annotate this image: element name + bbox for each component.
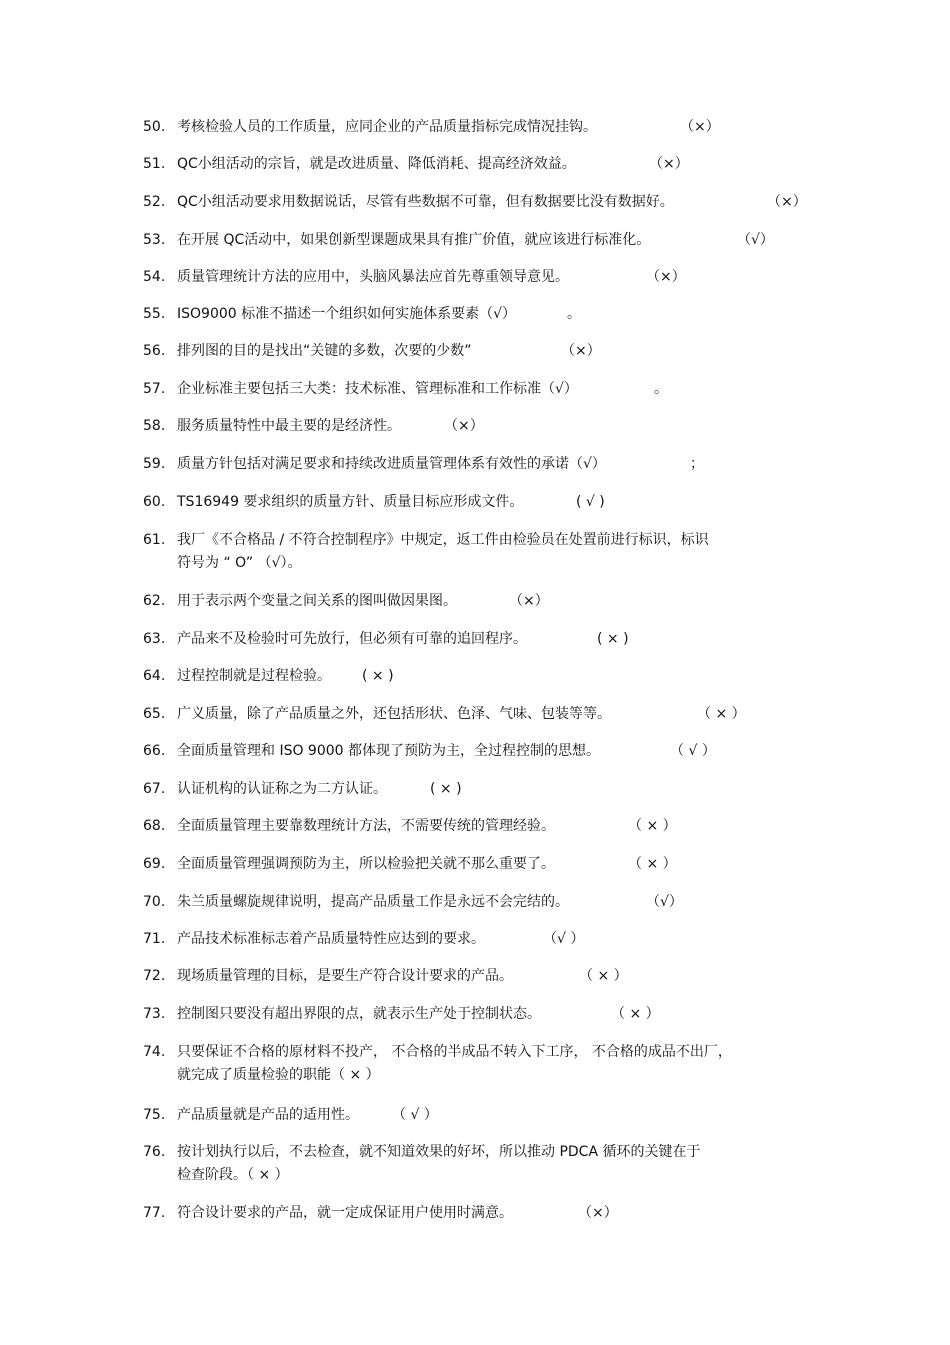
item-number: 64. [143, 668, 166, 684]
list-item [143, 491, 523, 514]
list-item [143, 116, 597, 139]
item-text: 符合设计要求的产品，就一定成保证用户使用时满意。 [177, 1205, 513, 1221]
item-number: 50. [143, 119, 166, 135]
list-item [143, 853, 555, 876]
answer-mark: （×） [680, 119, 720, 135]
item-text: 过程控制就是过程检验。 [177, 668, 331, 684]
item-number: 73. [143, 1006, 166, 1022]
item-number: 51. [143, 156, 166, 172]
answer-mark: （ × ） [579, 968, 628, 984]
item-number: 65. [143, 706, 166, 722]
answer-mark: （ × ） [628, 856, 677, 872]
item-number: 69. [143, 856, 166, 872]
item-number: 75. [143, 1107, 166, 1123]
item-text: 在开展 QC活动中，如果创新型课题成果具有推广价值，就应该进行标准化。 [177, 232, 651, 248]
item-text: 全面质量管理主要靠数理统计方法，不需要传统的管理经验。 [177, 818, 555, 834]
item-text: 产品技术标准标志着产品质量特性应达到的要求。 [177, 931, 485, 947]
item-text: 我厂《不合格品 / 不符合控制程序》中规定，返工件由检验员在处置前进行标识，标识 [177, 532, 709, 548]
item-number: 56. [143, 343, 166, 359]
item-text: 产品质量就是产品的适用性。 [177, 1107, 359, 1123]
answer-mark: ( × ) [362, 668, 394, 684]
item-text: 质量管理统计方法的应用中，头脑风暴法应首先尊重领导意见。 [177, 269, 569, 285]
item-text: 考核检验人员的工作质量，应同企业的产品质量指标完成情况挂钩。 [177, 119, 597, 135]
list-item [143, 266, 569, 289]
list-item [143, 928, 485, 951]
item-text: 质量方针包括对满足要求和持续改进质量管理体系有效性的承诺（√） [177, 456, 606, 472]
list-item [143, 703, 611, 726]
answer-mark: （×） [561, 343, 601, 359]
list-item [143, 965, 513, 988]
item-text: 只要保证不合格的原材料不投产， 不合格的半成品不转入下工序， 不合格的成品不出厂， [177, 1044, 732, 1060]
list-item [143, 229, 650, 252]
answer-mark: （×） [444, 418, 484, 434]
item-number: 70. [143, 894, 166, 910]
item-text: 用于表示两个变量之间关系的图叫做因果图。 [177, 593, 457, 609]
item-text: 现场质量管理的目标，是要生产符合设计要求的产品。 [177, 968, 513, 984]
list-item [143, 340, 472, 363]
item-number: 60. [143, 494, 166, 510]
list-item [143, 1141, 700, 1164]
item-text: 朱兰质量螺旋规律说明，提高产品质量工作是永远不会完结的。 [177, 894, 569, 910]
item-text: 广义质量，除了产品质量之外，还包括形状、色泽、气味、包装等等。 [177, 706, 611, 722]
item-number: 59. [143, 456, 166, 472]
answer-mark: （×） [767, 194, 807, 210]
list-item [143, 191, 674, 214]
item-text: 企业标准主要包括三大类：技术标准、管理标准和工作标准（√） [177, 381, 578, 397]
list-item [143, 378, 578, 401]
item-number: 72. [143, 968, 166, 984]
list-item [143, 1202, 513, 1225]
list-item [143, 303, 516, 326]
list-item [143, 628, 527, 651]
answer-mark: ； [690, 456, 704, 472]
list-item [143, 891, 569, 914]
item-number: 71. [143, 931, 166, 947]
item-number: 67. [143, 781, 166, 797]
item-text: 认证机构的认证称之为二方认证。 [177, 781, 387, 797]
answer-mark: 。 [567, 306, 581, 322]
list-item [143, 1041, 732, 1064]
item-text: 产品来不及检验时可先放行，但必须有可靠的追回程序。 [177, 631, 527, 647]
answer-mark: （√） [646, 894, 683, 910]
item-number: 63. [143, 631, 166, 647]
item-text: ISO9000 标准不描述一个组织如何实施体系要素（√） [177, 306, 517, 322]
answer-mark: （×） [509, 593, 549, 609]
item-text: QC小组活动要求用数据说话，尽管有些数据不可靠，但有数据要比没有数据好。 [177, 194, 674, 210]
answer-mark: ( × ) [430, 781, 462, 797]
answer-mark: 。 [654, 381, 668, 397]
answer-mark: （ × ） [628, 818, 677, 834]
item-number: 62. [143, 593, 166, 609]
answer-mark: ( × ) [597, 631, 629, 647]
item-number: 61. [143, 532, 166, 548]
item-number: 76. [143, 1144, 166, 1160]
list-item [143, 815, 555, 838]
item-text-continuation: 检查阶段。（ × ） [177, 1167, 289, 1183]
answer-mark: （×） [646, 269, 686, 285]
answer-mark: （√） [737, 232, 774, 248]
list-item [143, 453, 606, 476]
list-item [143, 665, 331, 688]
list-item [143, 529, 709, 552]
list-item [143, 740, 600, 763]
answer-mark: （×） [649, 156, 689, 172]
item-number: 66. [143, 743, 166, 759]
answer-mark: （×） [578, 1205, 618, 1221]
item-number: 54. [143, 269, 166, 285]
list-item [143, 153, 576, 176]
item-text: 全面质量管理和 ISO 9000 都体现了预防为主，全过程控制的思想。 [177, 743, 601, 759]
item-text: 全面质量管理强调预防为主，所以检验把关就不那么重要了。 [177, 856, 555, 872]
list-item [143, 778, 387, 801]
answer-mark: （ × ） [697, 706, 746, 722]
item-number: 77. [143, 1205, 166, 1221]
item-text: 按计划执行以后，不去检查，就不知道效果的好坏，所以推动 PDCA 循环的关键在于 [177, 1144, 701, 1160]
answer-mark: （ √ ） [670, 743, 716, 759]
item-text: TS16949 要求组织的质量方针、质量目标应形成文件。 [177, 494, 524, 510]
item-number: 74. [143, 1044, 166, 1060]
answer-mark: （ √ ） [392, 1107, 438, 1123]
list-item [143, 1104, 359, 1127]
answer-mark: ( √ ) [576, 494, 605, 510]
answer-mark: （ × ） [611, 1006, 660, 1022]
item-number: 55. [143, 306, 166, 322]
item-text-continuation: 就完成了质量检验的职能（ × ） [177, 1067, 380, 1083]
list-item [143, 590, 457, 613]
list-item [143, 1003, 541, 1026]
item-number: 68. [143, 818, 166, 834]
item-number: 52. [143, 194, 166, 210]
list-item [143, 415, 401, 438]
item-text-continuation: 符号为 “ O” （√）。 [177, 555, 302, 571]
item-text: 控制图只要没有超出界限的点，就表示生产处于控制状态。 [177, 1006, 541, 1022]
item-number: 53. [143, 232, 166, 248]
answer-mark: （√ ） [543, 931, 585, 947]
item-number: 57. [143, 381, 166, 397]
item-number: 58. [143, 418, 166, 434]
item-text: 排列图的目的是找出“关键的多数，次要的少数” [177, 343, 472, 359]
item-text: 服务质量特性中最主要的是经济性。 [177, 418, 401, 434]
item-text: QC小组活动的宗旨，就是改进质量、降低消耗、提高经济效益。 [177, 156, 576, 172]
